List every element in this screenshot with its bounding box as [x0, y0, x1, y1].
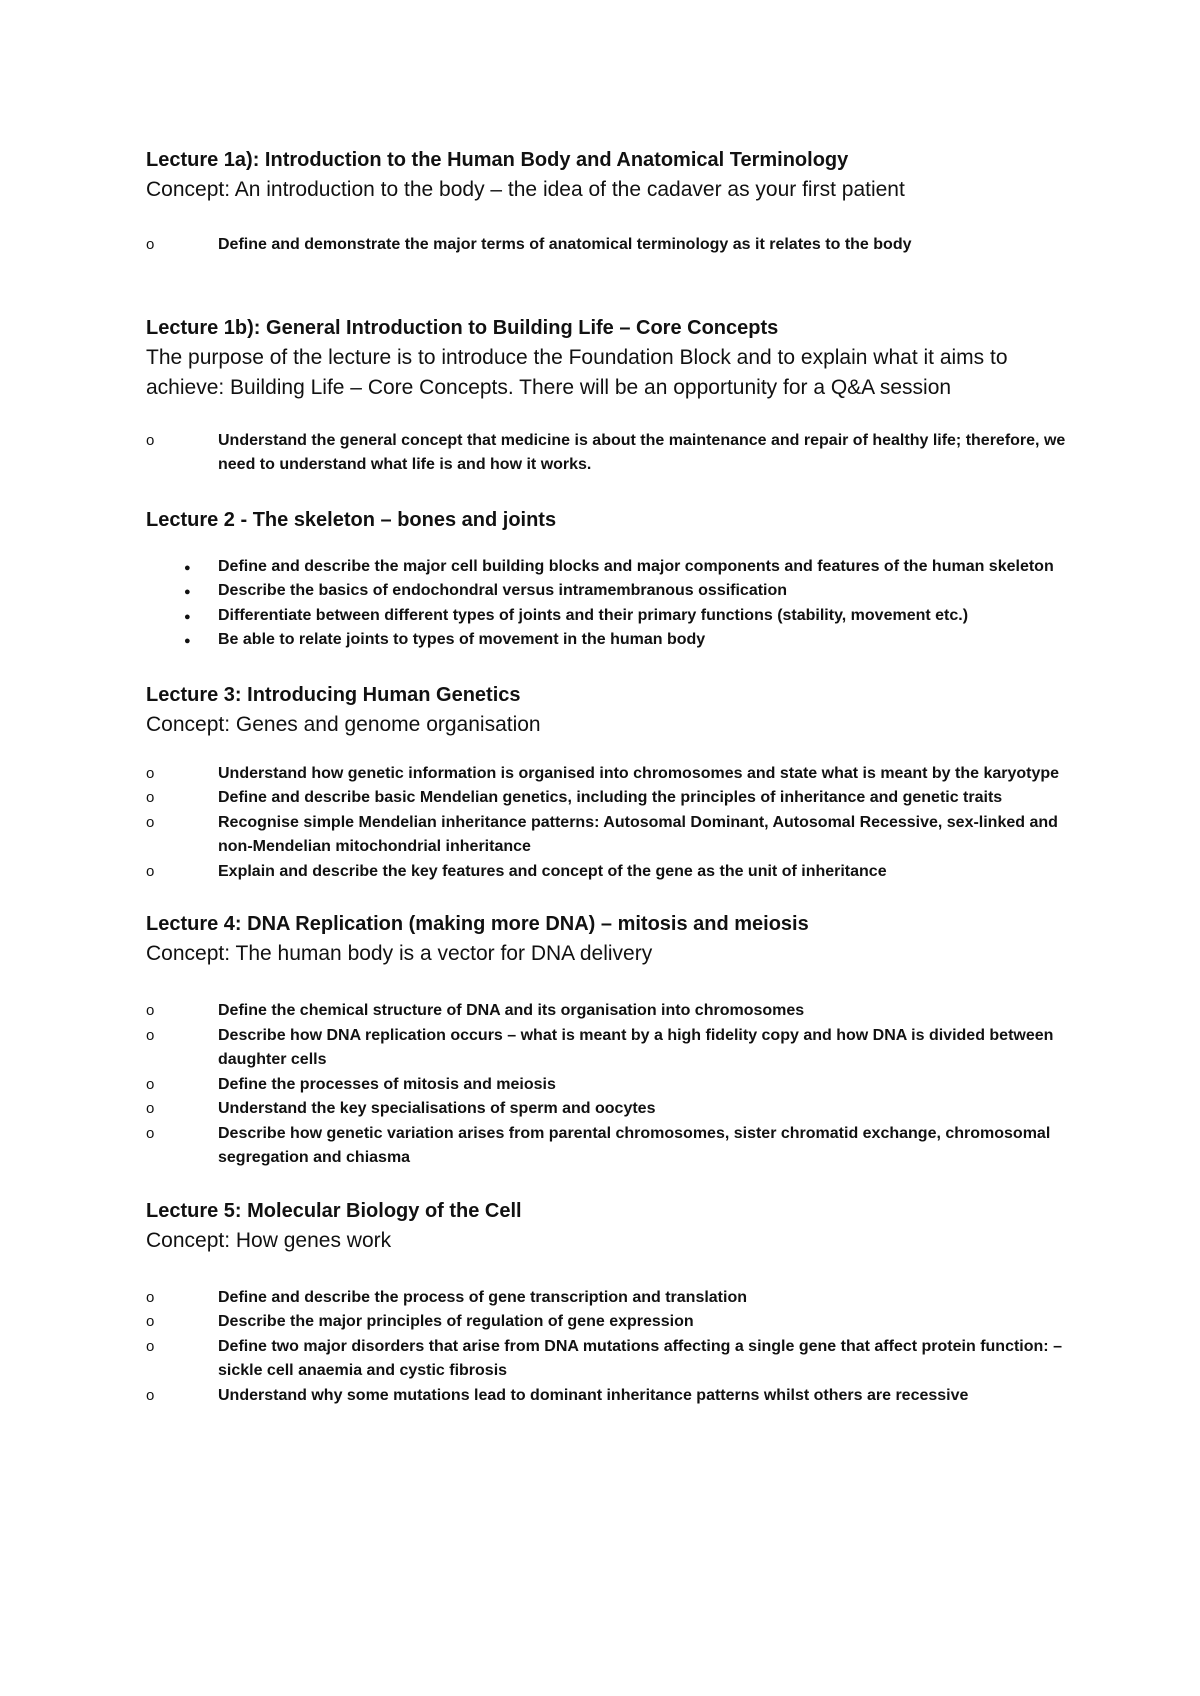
lecture-4-section: [146, 910, 1076, 1171]
lecture-1a-section: [146, 146, 1076, 258]
objectives-list: [146, 233, 1076, 258]
lecture-concept: Concept: Genes and genome organisation: [146, 712, 541, 736]
objective-item: [146, 1122, 1076, 1171]
lecture-title: Lecture 4: DNA Replication (making more DNA) – mitosis and meiosis: [146, 913, 809, 935]
objective-text: Describe how DNA replication occurs – what is meant by a high fidelity copy and how DNA is divided between daughter cells: [218, 1026, 1054, 1068]
objective-item: [146, 429, 1076, 478]
circle-bullet-icon: o: [146, 236, 155, 253]
objective-text: Describe the basics of endochondral versus intramembranous ossification: [218, 582, 788, 599]
objective-item: [146, 628, 1076, 653]
objective-item: [146, 1384, 1076, 1409]
objective-text: Understand how genetic information is organised into chromosomes and state what is meant by the karyotype: [218, 764, 1060, 782]
objective-text: Define and describe the process of gene transcription and translation: [218, 1288, 747, 1306]
lecture-concept: Concept: An introduction to the body – the idea of the cadaver as your first patient: [146, 178, 905, 201]
objective-text: Describe the major principles of regulation of gene expression: [218, 1313, 694, 1330]
circle-bullet-icon: o: [146, 1002, 155, 1019]
circle-bullet-icon: o: [146, 431, 155, 449]
objective-text: Recognise simple Mendelian inheritance patterns: Autosomal Dominant, Autosomal Recessive, sex-linked and non-Mendelian mitochondrial inheritance: [218, 813, 1058, 855]
objective-item: [146, 786, 1076, 811]
dot-bullet-icon: ●: [184, 586, 191, 598]
circle-bullet-icon: o: [146, 1124, 155, 1142]
circle-bullet-icon: o: [146, 1386, 155, 1404]
objective-text: Differentiate between different types of joints and their primary functions (stability, movement etc.): [218, 606, 969, 624]
circle-bullet-icon: o: [146, 1313, 155, 1330]
circle-bullet-icon: o: [146, 1026, 155, 1044]
objective-text: Understand the general concept that medicine is about the maintenance and repair of healthy life; therefore, we need to understand what life is and how it works.: [218, 431, 1066, 473]
objective-item: [146, 579, 1076, 604]
objective-text: Understand the key specialisations of sperm and oocytes: [218, 1100, 656, 1117]
circle-bullet-icon: o: [146, 1100, 155, 1117]
objectives-list: [146, 429, 1076, 478]
objective-item: [146, 1073, 1076, 1098]
objective-text: Define and demonstrate the major terms of anatomical terminology as it relates to the body: [218, 236, 912, 253]
circle-bullet-icon: o: [146, 813, 155, 831]
objective-text: Define two major disorders that arise from DNA mutations affecting a single gene that affect protein function: – sickle cell anaemia and cystic fibrosis: [218, 1337, 1062, 1379]
objective-item: [146, 811, 1076, 860]
objective-text: Explain and describe the key features and concept of the gene as the unit of inheritance: [218, 862, 887, 880]
objective-text: Understand why some mutations lead to dominant inheritance patterns whilst others are recessive: [218, 1386, 969, 1404]
lecture-title: Lecture 1a): Introduction to the Human Body and Anatomical Terminology: [146, 149, 849, 171]
objective-item: [146, 233, 1076, 258]
lecture-concept: The purpose of the lecture is to introduce the Foundation Block and to explain what it aims to achieve: Building Life – Core Concepts. There will be an opportunity for a Q&A session: [146, 345, 1008, 399]
objectives-list: [146, 999, 1076, 1171]
objective-text: Define and describe basic Mendelian genetics, including the principles of inheritance and genetic traits: [218, 789, 1003, 806]
circle-bullet-icon: o: [146, 1288, 155, 1306]
lecture-concept: Concept: How genes work: [146, 1228, 392, 1252]
dot-bullet-icon: ●: [184, 561, 191, 574]
objectives-list: [146, 762, 1076, 885]
document-page: [146, 146, 1076, 1408]
objective-text: Define the processes of mitosis and meiosis: [218, 1075, 556, 1093]
objective-text: Be able to relate joints to types of movement in the human body: [218, 631, 706, 648]
objective-text: Define the chemical structure of DNA and its organisation into chromosomes: [218, 1002, 805, 1019]
objective-item: [146, 555, 1076, 580]
lecture-2-section: [146, 506, 1076, 653]
objective-item: [146, 1024, 1076, 1073]
objectives-list: [146, 555, 1076, 653]
lecture-title: Lecture 3: Introducing Human Genetics: [146, 683, 521, 706]
objective-item: [146, 1097, 1076, 1122]
circle-bullet-icon: o: [146, 764, 155, 782]
lecture-1b-section: [146, 314, 1076, 478]
lecture-concept: Concept: The human body is a vector for DNA delivery: [146, 942, 653, 965]
objective-item: [146, 1310, 1076, 1335]
objective-item: [146, 860, 1076, 885]
circle-bullet-icon: o: [146, 1337, 155, 1355]
circle-bullet-icon: o: [146, 862, 155, 880]
circle-bullet-icon: o: [146, 1075, 155, 1093]
objective-item: [146, 999, 1076, 1024]
objective-item: [146, 762, 1076, 787]
lecture-title: Lecture 2 - The skeleton – bones and joints: [146, 508, 557, 531]
dot-bullet-icon: ●: [184, 635, 191, 647]
objective-item: [146, 604, 1076, 629]
lecture-3-section: [146, 681, 1076, 885]
objective-text: Describe how genetic variation arises from parental chromosomes, sister chromatid exchange, chromosomal segregation and chiasma: [218, 1124, 1051, 1166]
objective-item: [146, 1335, 1076, 1384]
circle-bullet-icon: o: [146, 789, 155, 806]
objective-text: Define and describe the major cell building blocks and major components and features of the human skeleton: [218, 557, 1054, 575]
lecture-title: Lecture 1b): General Introduction to Building Life – Core Concepts: [146, 316, 779, 339]
dot-bullet-icon: ●: [184, 610, 191, 623]
objective-item: [146, 1286, 1076, 1311]
objectives-list: [146, 1286, 1076, 1409]
lecture-title: Lecture 5: Molecular Biology of the Cell: [146, 1199, 522, 1222]
lecture-5-section: [146, 1197, 1076, 1409]
